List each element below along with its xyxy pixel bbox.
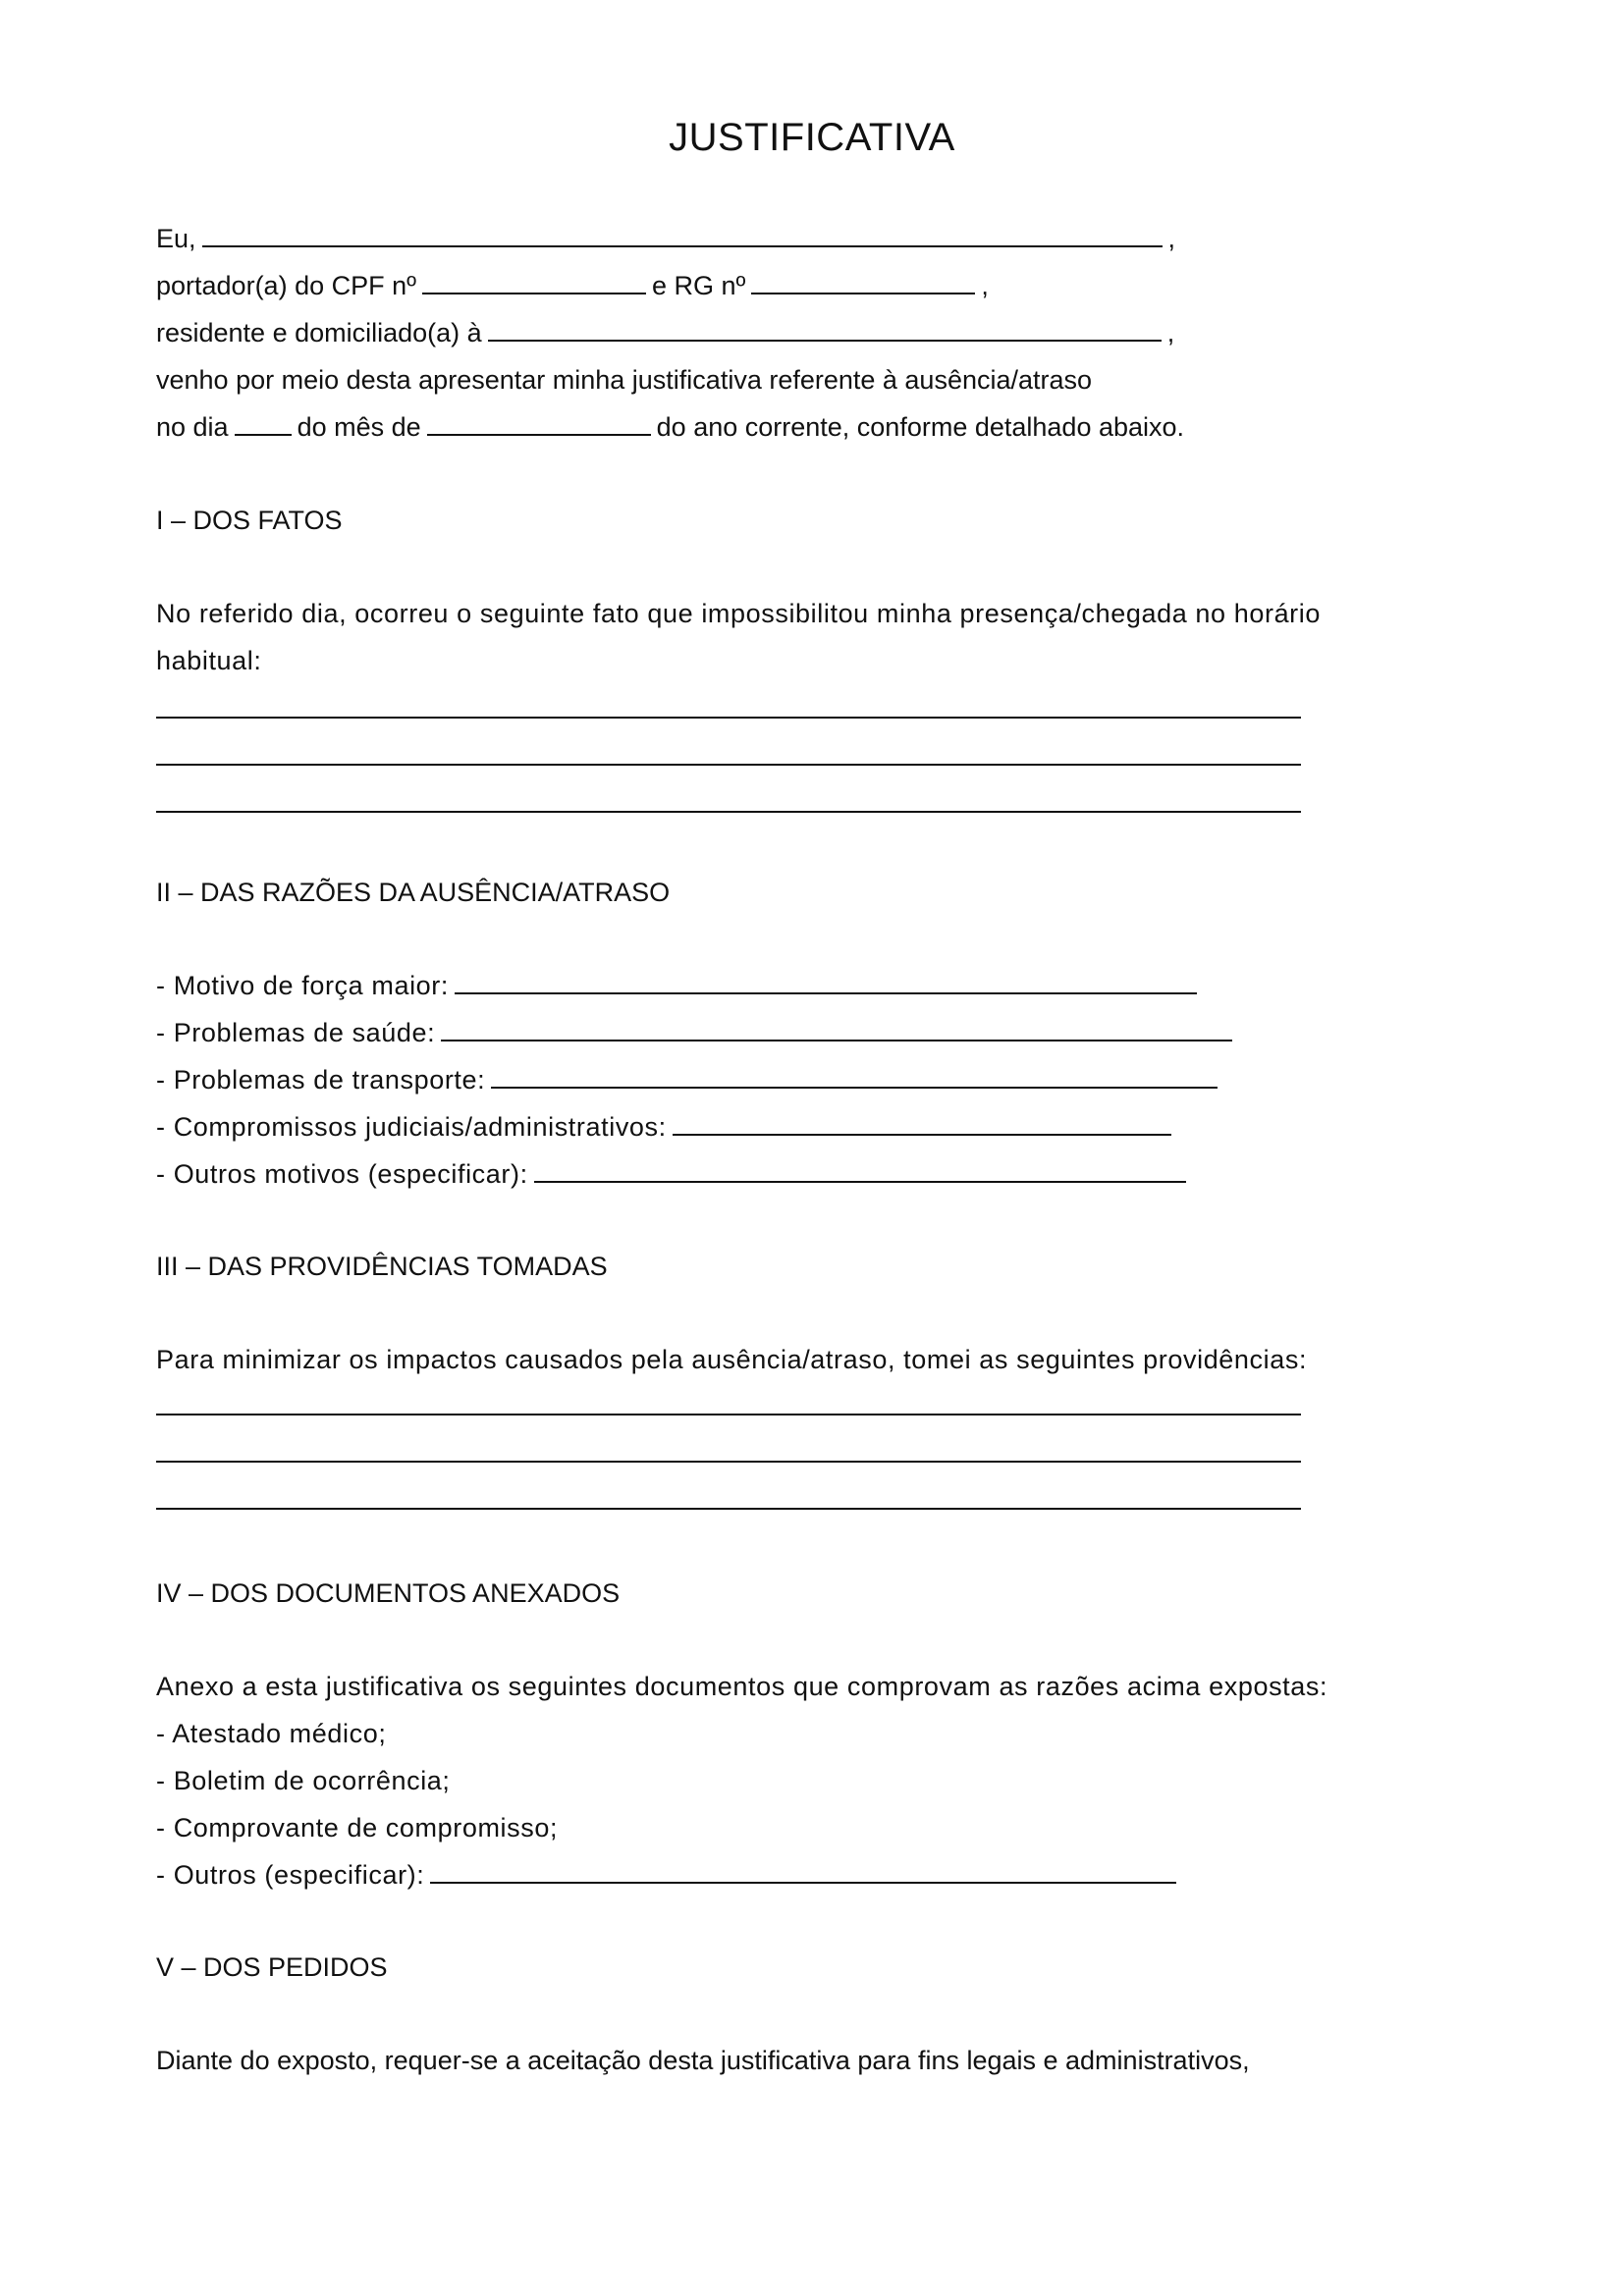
providencias-answer-line-3[interactable] bbox=[156, 1508, 1301, 1510]
cpf-label: portador(a) do CPF nº bbox=[156, 271, 416, 300]
intro-address-line bbox=[156, 316, 1174, 349]
reason-label: - Outros motivos (especificar): bbox=[156, 1159, 528, 1189]
intro-statement-line: venho por meio desta apresentar minha justificativa referente à ausência/atraso bbox=[156, 365, 1093, 395]
providencias-answer-line-2[interactable] bbox=[156, 1461, 1301, 1463]
document-title: JUSTIFICATIVA bbox=[669, 116, 955, 159]
section-pedidos-text: Diante do exposto, requer-se a aceitação desta justificativa para fins legais e administrativos, bbox=[156, 2046, 1250, 2075]
section-fatos-text: No referido dia, ocorreu o seguinte fato que impossibilitou minha presença/chegada no horário bbox=[156, 599, 1321, 628]
reason-label: - Problemas de transporte: bbox=[156, 1065, 486, 1095]
cpf-blank[interactable] bbox=[422, 269, 646, 294]
providencias-answer-line-1[interactable] bbox=[156, 1414, 1301, 1415]
section-heading-documentos: IV – DOS DOCUMENTOS ANEXADOS bbox=[156, 1578, 621, 1608]
document-item-comprovante: - Comprovante de compromisso; bbox=[156, 1813, 559, 1842]
document-item-outros bbox=[156, 1858, 1182, 1892]
document-label: - Outros (especificar): bbox=[156, 1860, 425, 1890]
intro-name-line bbox=[156, 222, 1175, 255]
section-fatos-text-cont: habitual: bbox=[156, 646, 262, 675]
section-heading-fatos: I – DOS FATOS bbox=[156, 506, 343, 535]
address-comma: , bbox=[1166, 318, 1175, 347]
month-blank[interactable] bbox=[427, 410, 651, 436]
section-providencias-text: Para minimizar os impactos causados pela ausência/atraso, tomei as seguintes providências: bbox=[156, 1345, 1308, 1374]
intro-documents-line bbox=[156, 269, 989, 302]
reason-blank[interactable] bbox=[534, 1157, 1186, 1183]
day-label: no dia bbox=[156, 412, 229, 442]
section-heading-providencias: III – DAS PROVIDÊNCIAS TOMADAS bbox=[156, 1252, 608, 1281]
reason-item-forca-maior bbox=[156, 969, 1203, 1002]
reason-blank[interactable] bbox=[673, 1110, 1171, 1136]
section-heading-pedidos: V – DOS PEDIDOS bbox=[156, 1952, 388, 1982]
section-heading-razoes: II – DAS RAZÕES DA AUSÊNCIA/ATRASO bbox=[156, 878, 671, 907]
intro-name-comma: , bbox=[1167, 224, 1176, 253]
day-blank[interactable] bbox=[235, 410, 292, 436]
reason-item-outros bbox=[156, 1157, 1192, 1191]
section-documentos-text: Anexo a esta justificativa os seguintes documentos que comprovam as razões acima expostas: bbox=[156, 1672, 1328, 1701]
reason-item-transporte bbox=[156, 1063, 1223, 1096]
address-blank[interactable] bbox=[488, 316, 1162, 342]
rg-blank[interactable] bbox=[751, 269, 975, 294]
intro-name-label: Eu, bbox=[156, 224, 196, 253]
fatos-answer-line-2[interactable] bbox=[156, 764, 1301, 766]
document-item-boletim: - Boletim de ocorrência; bbox=[156, 1766, 451, 1795]
document-item-atestado: - Atestado médico; bbox=[156, 1719, 387, 1748]
reason-item-compromissos bbox=[156, 1110, 1177, 1144]
reason-blank[interactable] bbox=[455, 969, 1197, 994]
reason-blank[interactable] bbox=[491, 1063, 1218, 1089]
date-tail-text: do ano corrente, conforme detalhado abaixo. bbox=[656, 412, 1185, 442]
name-blank[interactable] bbox=[202, 222, 1163, 247]
intro-date-line bbox=[156, 410, 1184, 444]
month-label: do mês de bbox=[297, 412, 421, 442]
document-other-blank[interactable] bbox=[430, 1858, 1176, 1884]
rg-label: e RG nº bbox=[651, 271, 746, 300]
reason-label: - Compromissos judiciais/administrativos: bbox=[156, 1112, 667, 1142]
address-label: residente e domiciliado(a) à bbox=[156, 318, 482, 347]
reason-label: - Motivo de força maior: bbox=[156, 971, 449, 1000]
fatos-answer-line-1[interactable] bbox=[156, 717, 1301, 719]
reason-item-saude bbox=[156, 1016, 1238, 1049]
fatos-answer-line-3[interactable] bbox=[156, 811, 1301, 813]
reason-label: - Problemas de saúde: bbox=[156, 1018, 436, 1047]
rg-comma: , bbox=[981, 271, 989, 300]
reason-blank[interactable] bbox=[441, 1016, 1232, 1041]
